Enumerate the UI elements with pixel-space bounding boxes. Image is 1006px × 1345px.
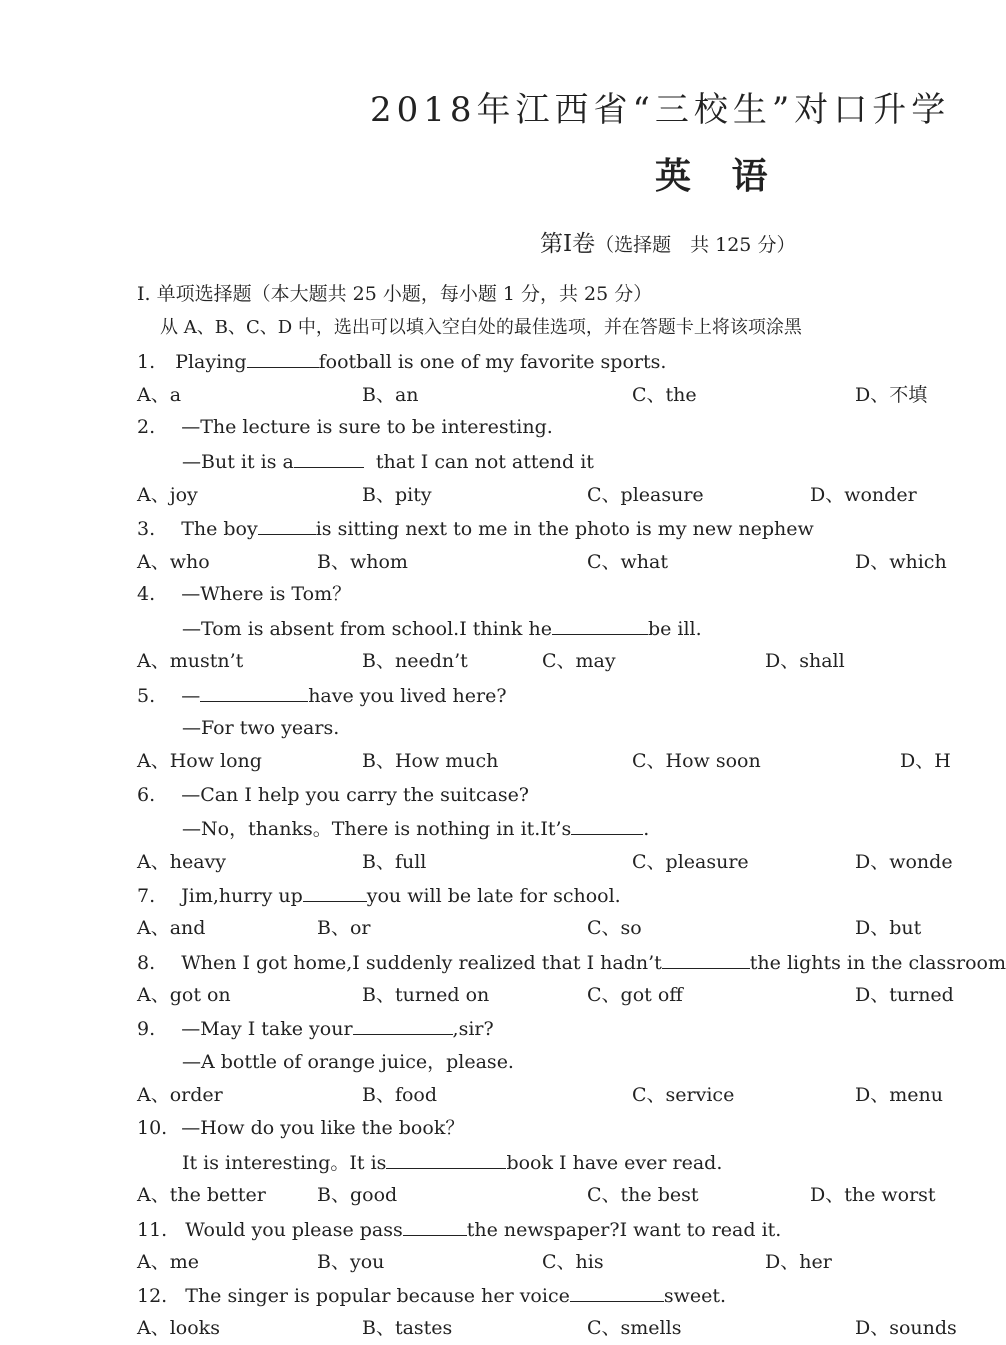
answer-blank [662,950,750,969]
option-c: C、service [632,1084,735,1106]
option-c: C、so [587,917,642,939]
question-text: Jim,hurry up [181,885,303,907]
question-4-line-2 [182,616,702,641]
subject-title: 英 语 [655,155,782,197]
question-number: 4. [137,583,156,605]
question-3 [137,516,814,541]
part-title [540,228,795,261]
question-text: be ill. [647,618,702,640]
question-text: The boy [181,518,258,540]
answer-blank [303,883,367,902]
option-c: C、pleasure [587,484,704,506]
question-text: The singer is popular because her voice [185,1285,570,1307]
option-c: C、his [542,1251,604,1273]
part-label: 第I卷 [540,231,596,257]
question-text: —The lecture is sure to be interesting. [181,416,553,438]
question-5 [137,683,507,708]
question-text: the lights in the classroom [749,952,1006,974]
question-text: —But it is a [182,451,294,473]
option-b: B、full [362,851,427,873]
question-text: football is one of my favorite sports. [318,351,667,373]
question-number: 10. [137,1117,168,1139]
question-text: Playing [175,351,247,373]
question-11 [137,1217,781,1242]
option-d: D、wonder [810,484,917,506]
option-d: D、but [855,917,922,939]
question-text: —Can I help you carry the suitcase? [181,784,529,806]
question-text: When I got home,I suddenly realized that I hadn’t [181,952,662,974]
option-c: C、How soon [632,750,761,772]
question-10-line-2 [182,1150,722,1175]
option-c: C、smells [587,1317,682,1339]
option-a: A、the better [137,1184,266,1206]
question-text: —May I take your [181,1018,353,1040]
question-9 [137,1016,494,1041]
question-text: that I can not attend it [375,451,594,473]
option-d: D、her [765,1251,832,1273]
question-text: the newspaper?I want to read it. [466,1219,782,1241]
option-a: A、who [137,551,210,573]
question-text: Would you please pass [185,1219,403,1241]
question-text: It is interesting。It is [182,1152,387,1174]
option-d: D、H [900,750,951,772]
option-d: D、which [855,551,947,573]
question-4 [137,582,351,606]
option-c: C、pleasure [632,851,749,873]
option-c: C、what [587,551,669,573]
option-d: D、不填 [855,384,928,406]
option-d: D、turned [855,984,954,1006]
question-text: —Where is Tom？ [181,583,352,605]
option-b: B、How much [362,750,499,772]
question-text: . [643,818,650,840]
question-number: 1. [137,351,156,373]
option-a: A、How long [137,750,262,772]
question-text: have you lived here? [308,685,507,707]
option-b: B、or [317,917,371,939]
option-c: C、may [542,650,616,672]
option-a: A、order [137,1084,223,1106]
question-number: 7. [137,885,156,907]
answer-blank [552,616,648,635]
option-d: D、shall [765,650,845,672]
question-12 [137,1283,726,1308]
answer-blank [258,516,316,535]
question-text: book I have ever read. [506,1152,723,1174]
option-d: D、sounds [855,1317,957,1339]
option-b: B、pity [362,484,432,506]
question-5-line-2: —For two years. [182,717,340,739]
option-c: C、the [632,384,697,406]
question-number: 8. [137,952,156,974]
option-b: B、good [317,1184,398,1206]
option-b: B、an [362,384,419,406]
question-text: you will be late for school. [366,885,621,907]
answer-blank [386,1150,506,1169]
option-d: D、menu [855,1084,943,1106]
option-a: A、heavy [137,851,226,873]
option-a: A、joy [137,484,198,506]
answer-blank [353,1016,453,1035]
question-9-line-2: —A bottle of orange juice，please. [182,1051,514,1073]
option-c: C、the best [587,1184,699,1206]
question-number: 5. [137,685,156,707]
question-number: 11. [137,1219,168,1241]
option-b: B、whom [317,551,408,573]
question-2-line-2 [182,449,594,474]
question-text: sweet. [663,1285,727,1307]
question-text: is sitting next to me in the photo is my new nephew [315,518,814,540]
question-text: —No，thanks。There is nothing in it.It’s [182,818,572,840]
part-subtitle: （选择题 共 125 分） [595,234,796,256]
question-6 [137,783,529,807]
question-7 [137,883,621,908]
question-1 [137,349,666,374]
option-a: A、and [137,917,206,939]
answer-blank [247,349,319,368]
question-number: 6. [137,784,156,806]
question-8 [137,950,1006,975]
option-b: B、you [317,1251,385,1273]
answer-blank [571,816,643,835]
answer-blank [200,683,308,702]
option-a: A、looks [137,1317,220,1339]
question-number: 2. [137,416,156,438]
question-text: ,sir? [452,1018,494,1040]
option-b: B、needn’t [362,650,468,672]
question-number: 12. [137,1285,168,1307]
option-b: B、food [362,1084,438,1106]
option-b: B、turned on [362,984,490,1006]
question-2 [137,415,553,439]
section-title: I. 单项选择题（本大题共 25 小题，每小题 1 分，共 25 分） [137,283,653,305]
answer-blank [403,1217,467,1236]
question-number: 9. [137,1018,156,1040]
option-a: A、a [137,384,182,406]
option-a: A、me [137,1251,199,1273]
option-a: A、mustn’t [137,650,244,672]
option-a: A、got on [137,984,231,1006]
exam-title: 2018年江西省“三校生”对口升学 [370,90,951,130]
instruction-text: 从 A、B、C、D 中，选出可以填入空白处的最佳选项，并在答题卡上将该项涂黑 [160,317,802,338]
option-d: D、wonde [855,851,953,873]
option-d: D、the worst [810,1184,936,1206]
question-text: — [181,685,201,707]
answer-blank [570,1283,664,1302]
question-text: —Tom is absent from school.I think he [182,618,552,640]
question-6-line-2 [182,816,649,841]
question-text: —How do you like the book？ [181,1117,465,1139]
question-10 [137,1116,464,1140]
option-b: B、tastes [362,1317,453,1339]
answer-blank [294,449,364,468]
option-c: C、got off [587,984,683,1006]
question-number: 3. [137,518,156,540]
